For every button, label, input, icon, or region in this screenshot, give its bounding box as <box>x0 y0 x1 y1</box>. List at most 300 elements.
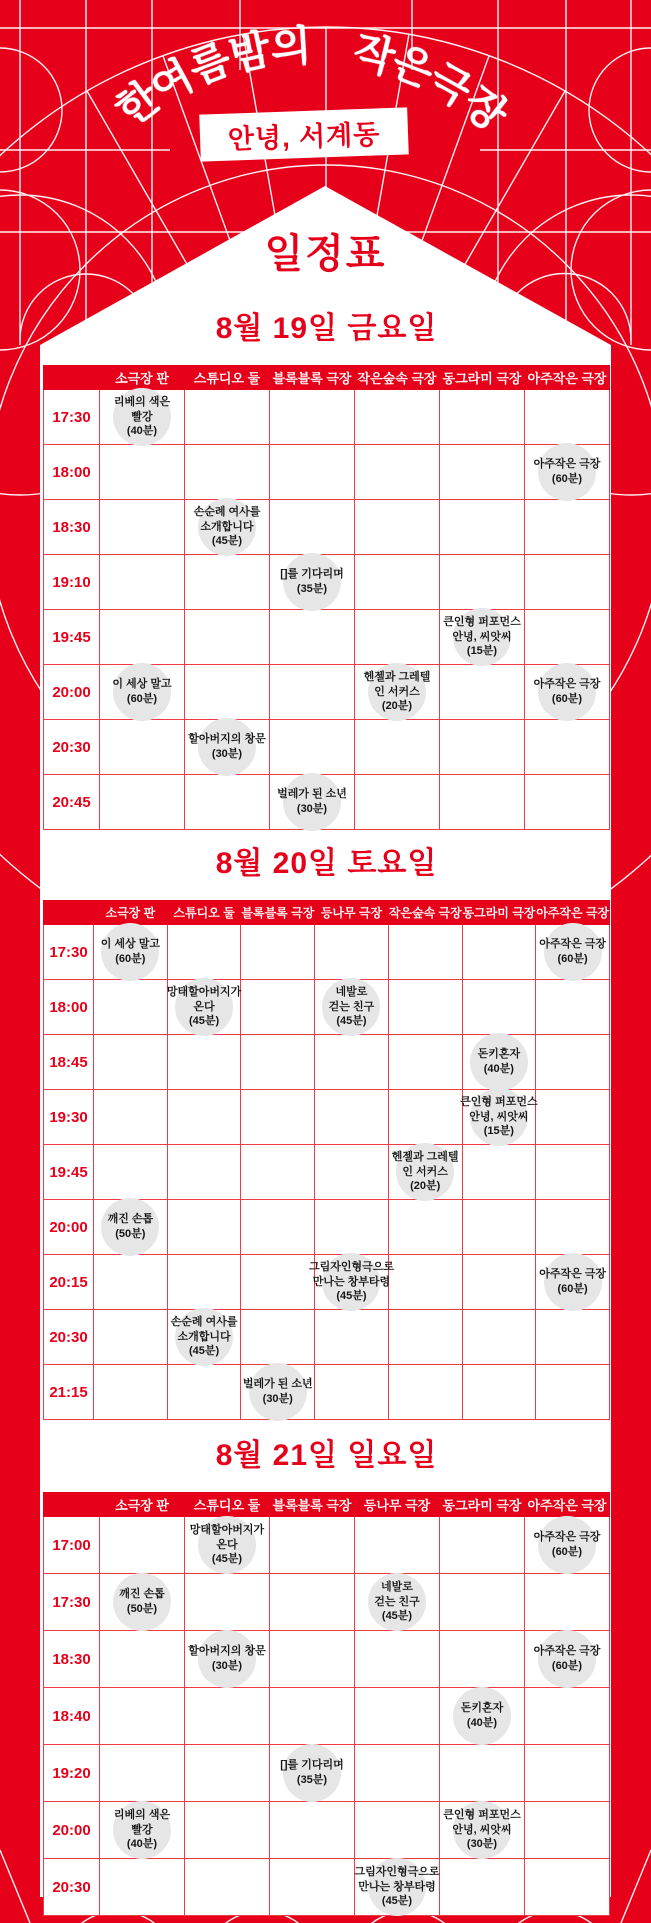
schedule-cell <box>185 665 270 720</box>
schedule-cell <box>355 1802 440 1859</box>
event <box>185 1631 269 1687</box>
event-duration: (45분) <box>381 1895 413 1908</box>
schedule-cell <box>462 1090 536 1145</box>
venue-header: 스튜디오 둘 <box>185 1493 270 1517</box>
schedule-cell <box>167 1090 241 1145</box>
schedule-cell <box>440 610 525 665</box>
schedule-cell <box>355 1745 440 1802</box>
schedule-cell <box>440 665 525 720</box>
schedule-cell <box>241 925 315 980</box>
schedule-cell <box>536 980 610 1035</box>
event-duration: (40분) <box>126 1838 158 1851</box>
schedule-cell <box>388 1255 462 1310</box>
event-title-line: 빨강 <box>131 1823 153 1836</box>
schedule-cell <box>100 1517 185 1574</box>
schedule-cell <box>100 775 185 830</box>
time-cell: 17:30 <box>44 925 94 980</box>
schedule-cell <box>440 445 525 500</box>
time-cell: 20:30 <box>44 720 100 775</box>
venue-header: 아주작은 극장 <box>525 1493 610 1517</box>
schedule-cell <box>308 1255 394 1310</box>
schedule-cell <box>525 610 610 665</box>
schedule-cell <box>185 1802 270 1859</box>
venue-header: 작은숲속 극장 <box>355 366 440 390</box>
schedule-cell <box>100 1859 185 1916</box>
schedule-cell <box>536 1090 610 1145</box>
schedule-cell <box>185 610 270 665</box>
schedule-cell <box>440 775 525 830</box>
schedule-cell <box>355 775 440 830</box>
event-title-line: 큰인형 퍼포먼스 <box>443 1809 521 1822</box>
schedule-cell <box>185 445 270 500</box>
event <box>389 1145 462 1199</box>
schedule-cell <box>100 445 185 500</box>
schedule-cell <box>315 1310 389 1365</box>
event <box>100 1802 184 1858</box>
schedule-cell <box>355 555 440 610</box>
event <box>270 1745 354 1801</box>
schedule-cell <box>94 1035 168 1090</box>
schedule-cell <box>525 1859 610 1916</box>
schedule-cell <box>355 1859 440 1916</box>
event-title-line: 그림자인형극으로 <box>308 1261 394 1274</box>
schedule-row <box>44 500 610 555</box>
schedule-cell <box>388 925 462 980</box>
event-title-line: 할아버지의 창문 <box>188 1645 266 1658</box>
schedule-row <box>44 1802 610 1859</box>
schedule-row <box>44 390 610 445</box>
venue-header-row <box>44 1493 610 1517</box>
event-duration: (40분) <box>483 1063 514 1075</box>
event-title-line: 벌레가 된 소년 <box>242 1378 313 1391</box>
schedule-cell <box>241 1035 315 1090</box>
event-duration: (45분) <box>188 1015 220 1028</box>
schedule-cell <box>355 1574 440 1631</box>
venue-header-row <box>44 366 610 390</box>
event <box>270 555 354 609</box>
event-duration: (60분) <box>126 693 158 705</box>
schedule-cell <box>185 775 270 830</box>
schedule-cell <box>440 1574 525 1631</box>
schedule-cell <box>536 1200 610 1255</box>
schedule-cell <box>270 720 355 775</box>
event-duration: (30분) <box>296 803 328 815</box>
schedule-cell <box>100 1688 185 1745</box>
time-column-header <box>44 1493 100 1517</box>
venue-header: 블록블록 극장 <box>270 1493 355 1517</box>
time-cell: 19:45 <box>44 610 100 665</box>
event-title-line: 큰인형 퍼포먼스 <box>460 1096 538 1109</box>
event-duration: (45분) <box>188 1345 220 1358</box>
schedule-row <box>44 1255 610 1310</box>
event <box>100 390 184 444</box>
event <box>185 1517 269 1573</box>
venue-header: 블록블록 극장 <box>270 366 355 390</box>
event-duration: (30분) <box>466 1838 498 1851</box>
time-cell: 20:00 <box>44 1200 94 1255</box>
title-letter: 름 <box>182 34 237 93</box>
event-duration: (45분) <box>211 1553 243 1566</box>
schedule-cell <box>536 1365 610 1420</box>
schedule-row <box>44 1745 610 1802</box>
schedule-cell <box>462 1035 536 1090</box>
time-cell: 18:30 <box>44 500 100 555</box>
schedule-cell <box>536 1310 610 1365</box>
poster-subtitle-badge <box>199 107 409 161</box>
time-column-header <box>44 366 100 390</box>
schedule-row <box>44 1145 610 1200</box>
time-cell: 19:20 <box>44 1745 100 1802</box>
schedule-cell <box>388 1145 462 1200</box>
schedule-cell <box>525 1745 610 1802</box>
time-cell: 18:40 <box>44 1688 100 1745</box>
schedule-cell <box>100 500 185 555</box>
event <box>440 1688 524 1744</box>
schedule-cell <box>270 610 355 665</box>
schedule-cell <box>167 1035 241 1090</box>
time-cell: 17:30 <box>44 390 100 445</box>
schedule-cell <box>100 610 185 665</box>
title-letter: 장 <box>454 77 516 140</box>
schedule-cell <box>94 1310 168 1365</box>
schedule-cell <box>525 390 610 445</box>
event <box>463 1035 536 1089</box>
schedule-row <box>44 555 610 610</box>
schedule-cell <box>462 1310 536 1365</box>
schedule-cell <box>315 1200 389 1255</box>
event-title-line: 큰인형 퍼포먼스 <box>443 616 521 629</box>
event <box>168 1310 241 1364</box>
event <box>440 610 524 664</box>
schedule-cell <box>440 1802 525 1859</box>
title-letter: 은 <box>385 37 441 96</box>
event-duration: (50분) <box>115 1228 146 1240</box>
schedule-heading: 일정표 <box>264 232 387 276</box>
schedule-cell <box>185 390 270 445</box>
event <box>525 445 609 499</box>
schedule-cell <box>355 445 440 500</box>
event-title-line: 돈키혼자 <box>460 1702 504 1715</box>
schedule-cell <box>100 720 185 775</box>
poster-subtitle: 안녕, 서계동 <box>227 119 381 155</box>
venue-header: 블록블록 극장 <box>241 901 315 925</box>
venue-header: 아주작은 극장 <box>536 901 610 925</box>
schedule-cell <box>525 665 610 720</box>
schedule-cell <box>270 775 355 830</box>
event-duration: (30분) <box>262 1393 293 1405</box>
schedule-cell <box>525 720 610 775</box>
event <box>100 1574 184 1630</box>
schedule-row <box>44 1688 610 1745</box>
time-cell: 17:30 <box>44 1574 100 1631</box>
schedule-cell <box>94 1090 168 1145</box>
venue-header: 동그라미 극장 <box>440 366 525 390</box>
schedule-cell <box>167 1365 241 1420</box>
event-duration: (45분) <box>336 1290 367 1303</box>
event-duration: (60분) <box>551 473 583 485</box>
event-title-line: 인 서커스 <box>374 685 420 698</box>
event <box>525 665 609 719</box>
schedule-row <box>44 720 610 775</box>
event-title-line: 리베의 색은 <box>113 1809 171 1822</box>
schedule-cell <box>100 1631 185 1688</box>
event-title-line: 만나는 창부타령 <box>358 1880 436 1893</box>
schedule-cell <box>388 1035 462 1090</box>
schedule-table-container <box>43 365 610 830</box>
schedule-cell <box>241 1255 315 1310</box>
event-duration: (45분) <box>381 1610 413 1623</box>
venue-header: 스튜디오 둘 <box>185 366 270 390</box>
schedule-cell <box>440 390 525 445</box>
schedule-cell <box>270 500 355 555</box>
event-title-line: 소개합니다 <box>177 1330 231 1343</box>
schedule-cell <box>536 1255 610 1310</box>
event-duration: (20분) <box>410 1180 441 1193</box>
schedule-cell <box>94 1255 168 1310</box>
event-duration: (60분) <box>557 1283 588 1295</box>
schedule-row <box>44 665 610 720</box>
event <box>536 925 609 979</box>
schedule-cell <box>440 1745 525 1802</box>
schedule-cell <box>185 720 270 775</box>
event-duration: (60분) <box>551 1546 583 1558</box>
event <box>185 500 269 554</box>
event <box>525 1631 609 1687</box>
title-letter: 한 <box>107 72 169 135</box>
event-title-line: 손순례 여사를 <box>193 506 261 519</box>
schedule-cell <box>355 610 440 665</box>
time-cell: 19:45 <box>44 1145 94 1200</box>
event <box>536 1255 609 1309</box>
time-cell: 20:30 <box>44 1859 100 1916</box>
event-title-line: 손순례 여사를 <box>170 1316 238 1329</box>
event-duration: (30분) <box>211 1660 243 1672</box>
schedule-table-container <box>43 900 610 1420</box>
schedule-cell <box>355 390 440 445</box>
schedule-cell <box>270 445 355 500</box>
poster-title <box>0 0 651 200</box>
event-title-line: 망태할아버지가 <box>166 986 242 999</box>
schedule-cell <box>270 1574 355 1631</box>
schedule-cell <box>270 1517 355 1574</box>
schedule-cell <box>525 500 610 555</box>
schedule-cell <box>167 1310 241 1365</box>
event-title-line: 망태할아버지가 <box>189 1524 265 1537</box>
event-duration: (15분) <box>466 645 498 658</box>
schedule-row <box>44 1574 610 1631</box>
event-duration: (15분) <box>483 1125 514 1138</box>
schedule-cell <box>440 1688 525 1745</box>
event <box>525 1517 609 1573</box>
schedule-row <box>44 1035 610 1090</box>
schedule-cell <box>355 500 440 555</box>
event <box>440 1802 524 1858</box>
event-title-line: []를 기다리며 <box>280 1759 344 1772</box>
schedule-cell <box>94 980 168 1035</box>
schedule-cell <box>185 500 270 555</box>
event-title-line: 빨강 <box>131 410 153 423</box>
schedule-table-container <box>43 1492 610 1916</box>
schedule-row <box>44 925 610 980</box>
event-duration: (60분) <box>551 693 583 705</box>
schedule-cell <box>167 925 241 980</box>
schedule-cell <box>525 1802 610 1859</box>
event-title-line: 안녕, 씨앗씨 <box>452 1823 512 1836</box>
schedule-cell <box>525 445 610 500</box>
time-cell: 18:00 <box>44 980 94 1035</box>
event <box>270 775 354 829</box>
schedule-row <box>44 1090 610 1145</box>
schedule-cell <box>525 1631 610 1688</box>
schedule-cell <box>525 1574 610 1631</box>
title-letter: 작 <box>348 26 400 83</box>
schedule-cell <box>241 1200 315 1255</box>
time-cell: 20:00 <box>44 1802 100 1859</box>
schedule-cell <box>270 665 355 720</box>
event-title-line: 리베의 색은 <box>113 396 171 409</box>
event-duration: (45분) <box>336 1015 367 1028</box>
event-title-line: 아주작은 극장 <box>533 458 601 471</box>
venue-header: 소극장 판 <box>94 901 168 925</box>
time-cell: 19:10 <box>44 555 100 610</box>
schedule-cell <box>388 1200 462 1255</box>
schedule-cell <box>270 555 355 610</box>
event-title-line: 아주작은 극장 <box>533 678 601 691</box>
schedule-cell <box>185 1574 270 1631</box>
schedule-cell <box>270 1859 355 1916</box>
schedule-row <box>44 1365 610 1420</box>
event-title-line: 안녕, 씨앗씨 <box>469 1110 529 1123</box>
schedule-row <box>44 1859 610 1916</box>
schedule-cell <box>536 925 610 980</box>
schedule-cell <box>270 1802 355 1859</box>
schedule-cell <box>100 1574 185 1631</box>
event <box>241 1365 314 1419</box>
event-title-line: 네발로 <box>381 1581 413 1594</box>
title-letter: 의 <box>269 21 313 72</box>
schedule-cell <box>241 980 315 1035</box>
schedule-row <box>44 775 610 830</box>
schedule-cell <box>440 720 525 775</box>
schedule-cell <box>525 1688 610 1745</box>
event-duration: (60분) <box>557 953 588 965</box>
event <box>94 1200 167 1254</box>
schedule-cell <box>241 1090 315 1145</box>
schedule-cell <box>94 1200 168 1255</box>
schedule-cell <box>315 925 389 980</box>
time-cell: 21:15 <box>44 1365 94 1420</box>
event-title-line: []를 기다리며 <box>280 568 344 581</box>
event-title-line: 소개합니다 <box>200 520 254 533</box>
schedule-cell <box>388 1365 462 1420</box>
schedule-cell <box>355 1631 440 1688</box>
event-title-line: 이 세상 말고 <box>100 938 160 951</box>
schedule-cell <box>185 1631 270 1688</box>
schedule-cell <box>100 1802 185 1859</box>
schedule-cell <box>315 980 389 1035</box>
venue-header: 동그라미 극장 <box>462 901 536 925</box>
schedule-cell <box>388 1090 462 1145</box>
schedule-cell <box>355 1688 440 1745</box>
schedule-row <box>44 1200 610 1255</box>
schedule-cell <box>315 1145 389 1200</box>
schedule-row <box>44 445 610 500</box>
schedule-table <box>43 365 610 830</box>
schedule-cell <box>94 1145 168 1200</box>
time-cell: 18:00 <box>44 445 100 500</box>
event-title-line: 아주작은 극장 <box>533 1531 601 1544</box>
event <box>460 1090 538 1144</box>
venue-header-row <box>44 901 610 925</box>
day-section-saturday <box>43 838 610 1420</box>
schedule-row <box>44 1310 610 1365</box>
event <box>94 925 167 979</box>
schedule-cell <box>167 1255 241 1310</box>
schedule-cell <box>100 1745 185 1802</box>
event-title-line: 헨젤과 그레텔 <box>391 1151 459 1164</box>
title-letter: 극 <box>420 54 480 116</box>
schedule-cell <box>525 1517 610 1574</box>
event-duration: (40분) <box>466 1717 498 1729</box>
event-duration: (60분) <box>115 953 146 965</box>
schedule-cell <box>94 925 168 980</box>
schedule-cell <box>315 1035 389 1090</box>
date-heading: 8월 20일 토요일 <box>215 847 438 880</box>
schedule-cell <box>270 1688 355 1745</box>
schedule-cell <box>241 1365 315 1420</box>
event-duration: (60분) <box>551 1660 583 1672</box>
venue-header: 등나무 극장 <box>315 901 389 925</box>
schedule-cell <box>270 390 355 445</box>
event-title-line: 네발로 <box>335 986 368 999</box>
event-title-line: 걷는 친구 <box>374 1595 420 1608</box>
event <box>100 665 184 719</box>
venue-header: 아주작은 극장 <box>525 366 610 390</box>
schedule-cell <box>440 555 525 610</box>
event-duration: (45분) <box>211 535 243 548</box>
schedule-cell <box>440 1517 525 1574</box>
event-duration: (35분) <box>296 583 328 595</box>
schedule-cell <box>462 980 536 1035</box>
event-duration: (35분) <box>296 1774 328 1786</box>
schedule-cell <box>241 1310 315 1365</box>
time-column-header <box>44 901 94 925</box>
schedule-cell <box>167 980 241 1035</box>
event <box>355 665 439 719</box>
schedule-cell <box>525 555 610 610</box>
schedule-cell <box>462 1200 536 1255</box>
schedule-cell <box>185 1517 270 1574</box>
venue-header: 소극장 판 <box>100 366 185 390</box>
schedule-row <box>44 1631 610 1688</box>
time-cell: 17:00 <box>44 1517 100 1574</box>
title-letter: 밤 <box>225 25 275 80</box>
schedule-cell <box>100 390 185 445</box>
schedule-cell <box>94 1365 168 1420</box>
schedule-cell <box>462 1365 536 1420</box>
event <box>185 720 269 774</box>
time-cell: 18:45 <box>44 1035 94 1090</box>
schedule-cell <box>185 1859 270 1916</box>
time-cell: 18:30 <box>44 1631 100 1688</box>
schedule-cell <box>388 1310 462 1365</box>
event-title-line: 깨진 손톱 <box>119 1588 165 1601</box>
event-title-line: 벌레가 된 소년 <box>277 788 347 801</box>
time-cell: 20:45 <box>44 775 100 830</box>
event-title-line: 안녕, 씨앗씨 <box>452 630 512 643</box>
event-title-line: 온다 <box>193 1000 215 1013</box>
schedule-cell <box>355 720 440 775</box>
